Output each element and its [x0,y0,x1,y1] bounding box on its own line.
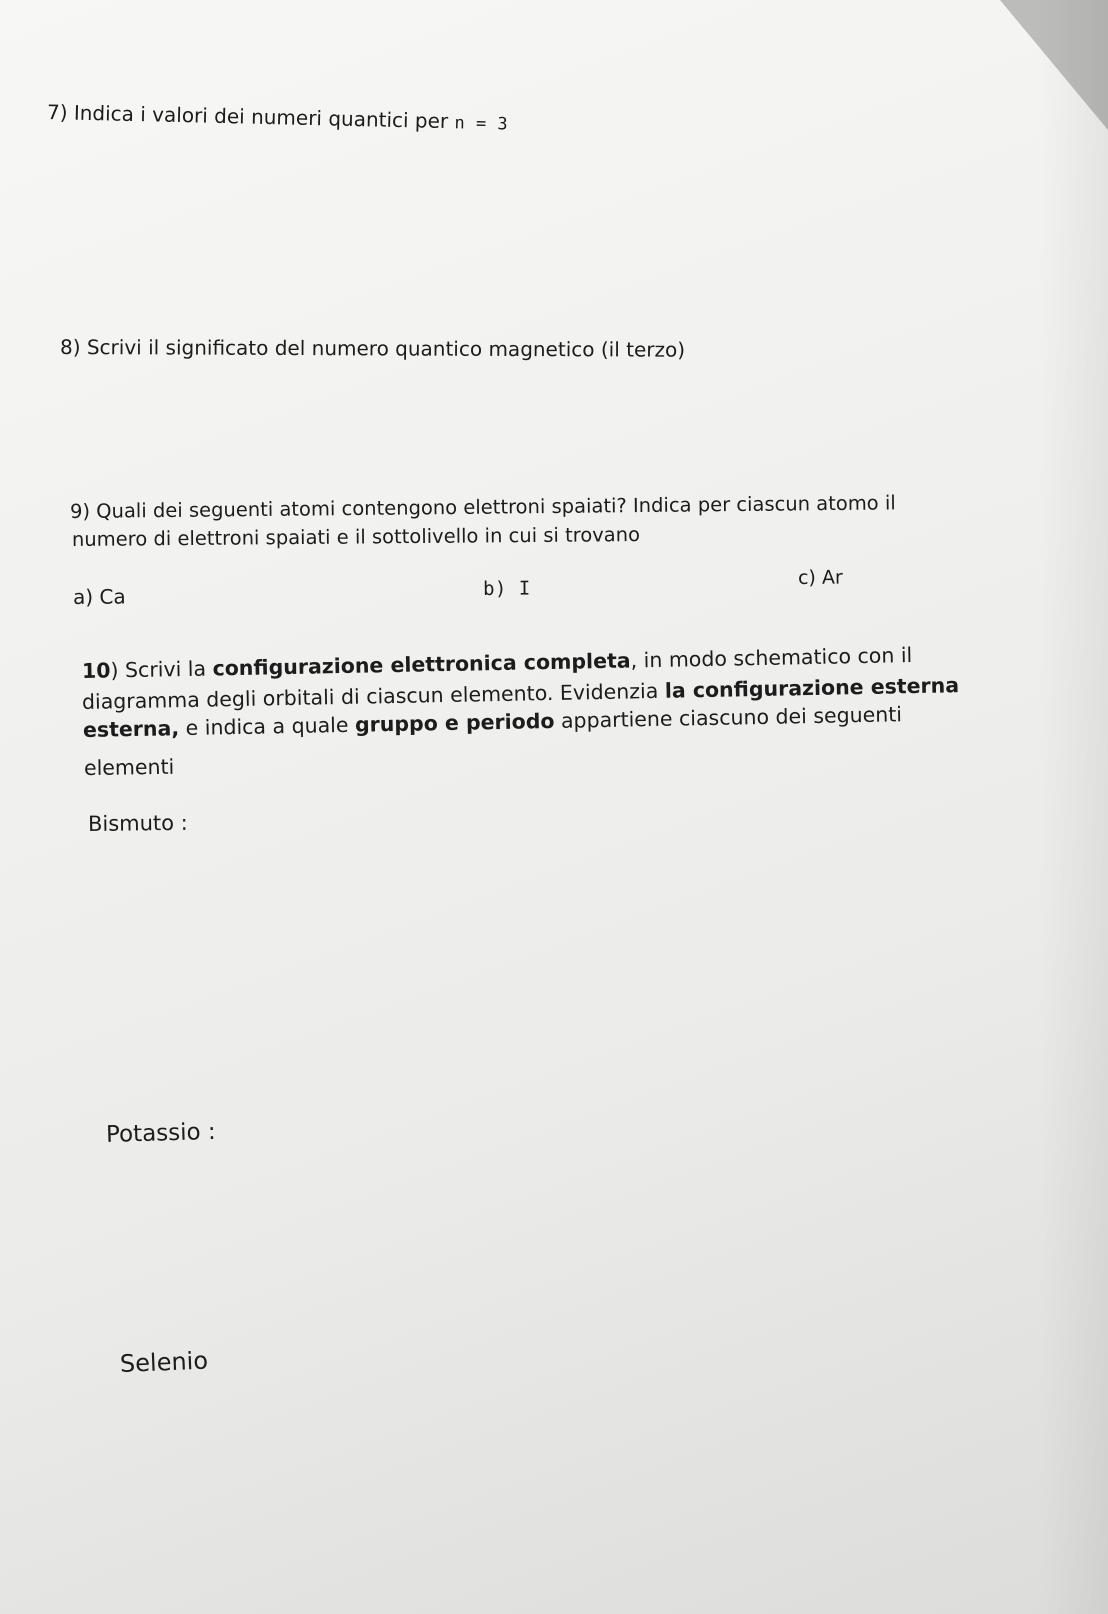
question-10-bold-gruppo-periodo: gruppo e periodo [354,708,555,737]
question-8 [60,335,685,362]
question-10-bold-configurazione-esterna: la configurazione esterna [664,673,960,703]
question-9-option-c [798,567,843,589]
question-8-text: 8) Scrivi il significato del numero quantico magnetico (il terzo) [59,335,686,362]
question-10-bold-configurazione: configurazione elettronica completa [212,648,631,681]
element-label-selenio [119,1347,208,1378]
question-7-math: n = 3 [454,113,509,135]
option-a-label: a) Ca [72,584,126,609]
question-10-text-1a: ) Scrivi la [110,656,213,683]
option-c-label: c) Ar [797,566,843,589]
potassio-text: Potassio : [105,1118,217,1148]
question-9-option-b [483,578,531,600]
question-10-number: 10 [81,658,111,683]
question-10-text-2a: diagramma degli orbitali di ciascun elemento. Evidenzia [81,678,666,714]
question-10-text-3d: appartiene ciascuno dei seguenti [554,702,903,733]
question-10-text-elementi: elementi [83,754,175,780]
question-10-text-1c: , in modo schematico con il [630,643,913,673]
element-label-bismuto [88,811,188,836]
question-9-text-line-1: 9) Quali dei seguenti atomi contengono elettroni spaiati? Indica per ciascun atomo il [69,491,896,523]
question-9-option-a [73,584,126,609]
question-7-text: 7) Indica i valori dei numeri quantici per [46,100,449,134]
selenio-text: Selenio [119,1346,209,1378]
question-10-bold-esterna: esterna, [82,716,180,742]
option-b-label: b) I [482,577,531,600]
question-10-text-3b: e indica a quale [178,712,356,741]
question-9-text-line-2: numero di elettroni spaiati e il sottolivello in cui si trovano [71,523,641,551]
question-10-line-4 [84,755,175,780]
element-label-potassio [106,1119,216,1148]
bismuto-text: Bismuto : [87,810,188,836]
